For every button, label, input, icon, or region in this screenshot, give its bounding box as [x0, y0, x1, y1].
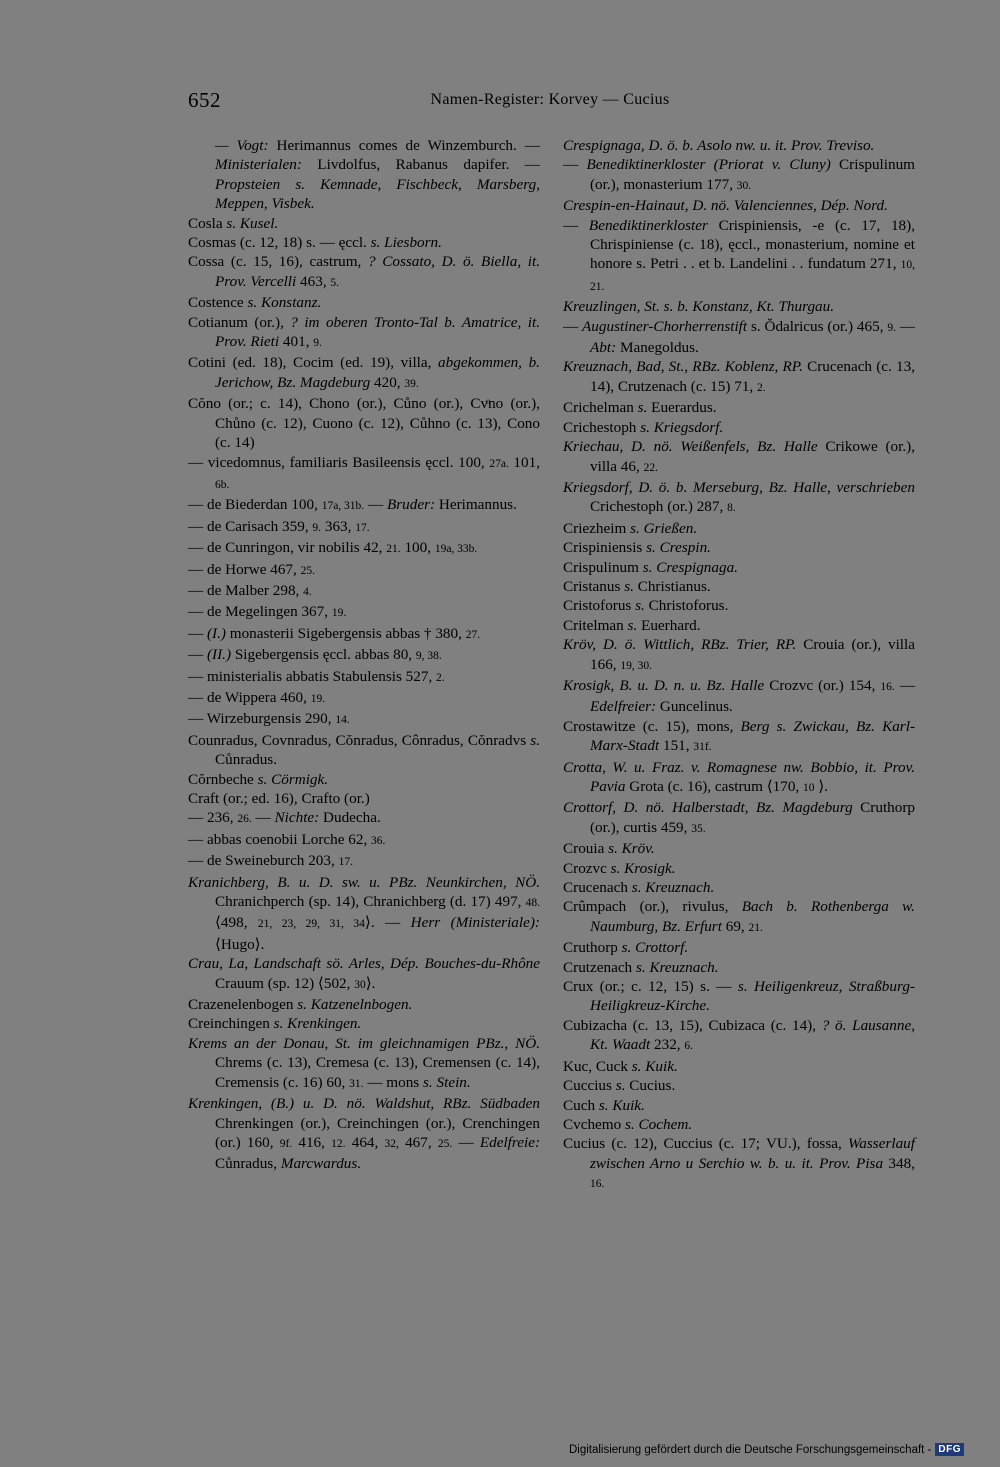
italic-text: s. Kreuznach. — [635, 958, 719, 976]
index-entry — [188, 581, 540, 602]
entry-text: Craft (or.; ed. 16), Crafto (or.) — [188, 790, 370, 807]
index-entry — [188, 252, 540, 293]
index-entry — [188, 214, 540, 233]
line-reference: 9. — [312, 521, 322, 534]
entry-text: 416, — [292, 1133, 332, 1151]
entry-text: Crichestoph (or.) 287, — [590, 498, 728, 516]
index-entry — [188, 808, 540, 829]
entry-text: Criezheim — [563, 519, 631, 537]
entry-text: s. Ŏdalricus (or.) 465, — [747, 317, 888, 335]
entry-text: Sigebergensis ęccl. abbas 80, — [231, 646, 416, 664]
index-entry — [188, 709, 540, 730]
entry-text: — mons — [363, 1073, 424, 1091]
italic-text: s. Crespin. — [646, 539, 711, 557]
index-entry — [188, 954, 540, 995]
italic-text: Ministerialen: — [215, 156, 302, 174]
italic-text: s. — [530, 731, 540, 749]
footer-credit-text: Digitalisierung gefördert durch die Deutsche Forschungsgemeinschaft - — [568, 1443, 932, 1456]
index-entry — [188, 353, 540, 394]
line-reference: 8. — [727, 502, 736, 515]
entry-text: monasterii Sigebergensis abbas † 380, — [225, 624, 466, 642]
entry-text: Herimannus. — [435, 496, 517, 514]
italic-text: Kriechau, D. nö. Weißenfels, Bz. Halle — [563, 438, 818, 456]
entry-text: 401, — [279, 333, 314, 351]
entry-text: — — [563, 216, 589, 234]
line-reference: 31. — [349, 1077, 364, 1090]
index-entry — [563, 577, 915, 596]
entry-text: Cruthorp (or.), curtis 459, — [590, 799, 915, 836]
line-reference: 4. — [303, 585, 312, 598]
entry-text: — de Cunringon, vir nobilis 42, — [188, 539, 387, 557]
index-entry — [563, 958, 915, 977]
index-entry — [563, 616, 915, 635]
index-entry — [188, 293, 540, 312]
left-column — [188, 136, 540, 1174]
entry-text: Cůnradus, — [215, 1155, 281, 1173]
index-entry — [188, 688, 540, 709]
entry-text: — de Malber 298, — [188, 581, 304, 599]
entry-text: Cossa (c. 15, 16), castrum, — [188, 253, 368, 271]
italic-text: s. Kuik. — [598, 1096, 645, 1114]
entry-text: Cucius (c. 12), Cuccius (c. 17; VU.), fossa, — [563, 1135, 849, 1153]
entry-text: 464, — [345, 1133, 385, 1151]
entry-text: Cristoforus — [563, 597, 636, 615]
entry-text: — — [452, 1133, 480, 1151]
line-reference: 26. — [237, 813, 252, 826]
italic-text: s. — [615, 1077, 626, 1095]
index-entry — [188, 538, 540, 559]
entry-text: 232, — [650, 1036, 685, 1054]
italic-text: Nichte: — [274, 809, 320, 827]
line-reference: 2. — [436, 671, 445, 684]
index-entry — [563, 558, 915, 577]
entry-text: Cosla — [188, 214, 227, 232]
entry-text: Crauum (sp. 12) ⟨502, — [215, 974, 355, 992]
italic-text: Kreuznach, Bad, St., RBz. Koblenz, RP. — [563, 358, 803, 376]
line-reference: 16. — [880, 680, 895, 693]
index-entry — [563, 1016, 915, 1057]
italic-text: (II.) — [206, 646, 232, 664]
entry-text: Crozvc (or.) 154, — [764, 676, 881, 694]
line-reference: 19. — [310, 692, 326, 705]
line-reference: 5. — [330, 276, 340, 289]
entry-text: — — [251, 809, 275, 827]
index-entry — [563, 538, 915, 557]
entry-text: Crucenach (c. 13, 14), Crutzenach (c. 15) 71, — [590, 358, 915, 395]
italic-text: Abt: — [590, 339, 617, 357]
entry-text: Chranichperch (sp. 14), Chranichberg (d. 17) 497, — [215, 893, 526, 911]
index-entry — [563, 859, 915, 878]
index-entry — [188, 830, 540, 851]
entry-text: 363, — [321, 517, 356, 535]
line-reference: 30 — [354, 978, 366, 991]
index-entry — [563, 1057, 915, 1076]
line-reference: 36. — [371, 834, 386, 847]
index-entry — [563, 897, 915, 938]
entry-text: Kuc, Cuck — [563, 1057, 632, 1075]
entry-text: Cristanus — [563, 577, 625, 595]
index-entry — [563, 398, 915, 417]
entry-text: — — [188, 646, 207, 664]
entry-text: Manegoldus. — [616, 339, 699, 357]
index-entry — [188, 136, 540, 214]
entry-text: Grota (c. 16), castrum ⟨170, — [625, 778, 804, 795]
index-entry — [563, 758, 915, 799]
index-entry — [563, 136, 915, 155]
entry-text: — — [563, 156, 587, 174]
index-entry — [563, 297, 915, 316]
line-reference: 27. — [465, 628, 481, 641]
dfg-logo: DFG — [935, 1443, 964, 1456]
italic-text: ? im oberen Tronto-Tal b. Amatrice, it. Prov. Rieti — [215, 313, 540, 351]
entry-text: — de Wippera 460, — [188, 688, 311, 706]
entry-text: — de Megelingen 367, — [188, 603, 332, 621]
italic-text: Augustiner-Chorherrenstift — [582, 317, 748, 335]
entry-text: Herimannus comes de Winzemburch. — — [268, 137, 541, 154]
entry-text: Cuccius — [563, 1077, 616, 1095]
line-reference: 19, 30. — [620, 659, 652, 672]
index-entry — [563, 196, 915, 215]
index-entry — [188, 624, 540, 645]
line-reference: 22. — [643, 461, 658, 474]
index-entry — [563, 977, 915, 1016]
entry-text: Crutzenach — [563, 958, 636, 976]
index-entry — [188, 789, 540, 808]
page-number: 652 — [188, 88, 221, 112]
italic-text: s. — [624, 577, 634, 595]
entry-text: Crichelman — [563, 399, 638, 417]
entry-text: Cŏrnbeche — [188, 770, 258, 788]
entry-text: 348, — [883, 1154, 916, 1172]
index-entry — [563, 317, 915, 358]
entry-text: ⟩. — — [364, 914, 411, 932]
italic-text: s. Stein. — [423, 1073, 471, 1091]
italic-text: s. Konstanz. — [247, 294, 322, 312]
entry-text: Crûmpach (or.), rivulus, — [563, 898, 742, 916]
entry-text: Crazenelenbogen — [188, 996, 298, 1014]
index-entry — [188, 1014, 540, 1033]
entry-text: Cotini (ed. 18), Cocim (ed. 19), villa, — [188, 354, 439, 372]
line-reference: 9f. — [279, 1137, 293, 1150]
italic-text: Benediktinerkloster — [588, 216, 708, 234]
italic-text: s. Grießen. — [630, 519, 698, 537]
entry-text: 151, — [659, 737, 694, 755]
italic-text: Crau, La, Landschaft sö. Arles, Dép. Bouches-du-Rhône — [188, 955, 540, 973]
italic-text: s. Cörmigk. — [257, 770, 329, 788]
italic-text: s. Cochem. — [625, 1115, 693, 1133]
entry-text: Costence — [188, 294, 248, 312]
line-reference: 30. — [736, 179, 752, 192]
index-entry — [563, 839, 915, 858]
index-entry — [188, 560, 540, 581]
index-entry — [188, 517, 540, 538]
italic-text: s. — [635, 597, 645, 615]
entry-text: Crozvc — [563, 859, 611, 877]
line-reference: 32, — [384, 1137, 399, 1150]
italic-text: ? Cossato, D. ö. Biella, it. Prov. Vercelli — [215, 253, 540, 290]
line-reference: 31f. — [693, 741, 712, 754]
entry-text: Livdolfus, Rabanus dapifer. — — [301, 156, 540, 174]
entry-text: Chrenkingen (or.), Creinchingen (or.), Crenchingen (or.) 160, — [215, 1114, 540, 1151]
entry-text: Cosmas (c. 12, 18) s. — ęccl. — [188, 234, 371, 252]
line-reference: 25. — [300, 564, 315, 577]
italic-text: s. Krenkingen. — [273, 1015, 362, 1033]
entry-text: — ministerialis abbatis Stabulensis 527, — [188, 667, 437, 685]
line-reference: 19a, 33b. — [434, 543, 478, 556]
line-reference: 10 — [803, 782, 815, 794]
italic-text: s. Liesborn. — [370, 234, 442, 252]
entry-text: — — [894, 676, 915, 694]
italic-text: Kröv, D. ö. Wittlich, RBz. Trier, RP. — [563, 636, 797, 654]
entry-text: — — [563, 317, 583, 335]
italic-text: Berg s. Zwickau, Bz. Karl-Marx-Stadt — [590, 717, 915, 755]
entry-text: Cŏno (or.; c. 14), Chono (or.), Cůno (or.), Cvͦno (or.), Chůno (c. 12), Cuono (c. 12), Cůhno (c. 13), Cono (c. 14) — [188, 395, 540, 452]
entry-text: 100, — [400, 539, 435, 557]
entry-text: 420, — [370, 373, 405, 391]
index-entry — [188, 495, 540, 516]
italic-text: Herr (Ministeriale): — [410, 914, 540, 932]
italic-text: Crotta, W. u. Fraz. v. Romagnese nw. Bobbio, it. Prov. Pavia — [563, 758, 915, 795]
italic-text: Krosigk, B. u. D. n. u. Bz. Halle — [563, 676, 765, 694]
italic-text: Wasserlauf zwischen Arno u Serchio w. b. u. it. Prov. Pisa — [590, 1135, 915, 1172]
entry-text: — de Sweineburch 203, — [188, 852, 339, 870]
index-entry — [563, 1076, 915, 1095]
line-reference: 17a, 31b. — [321, 500, 365, 513]
entry-text: Christianus. — [633, 577, 711, 595]
line-reference: 19. — [331, 607, 347, 620]
entry-text: 69, — [721, 917, 749, 935]
index-entry — [188, 731, 540, 770]
index-entry — [188, 667, 540, 688]
index-entry — [188, 313, 540, 354]
line-reference: 9. — [887, 321, 896, 334]
line-reference: 35. — [691, 822, 706, 835]
entry-text: Crostawitze (c. 15), mons, — [563, 717, 741, 735]
entry-text: — — [188, 624, 207, 642]
index-entry — [563, 357, 915, 398]
entry-text: ⟩. — [814, 778, 829, 795]
entry-text: ⟨498, — [215, 914, 258, 932]
entry-text: ⟩. — [365, 974, 376, 992]
index-entry — [563, 1134, 915, 1194]
index-entry — [188, 394, 540, 452]
line-reference: 12. — [331, 1137, 346, 1150]
entry-text: — de Carisach 359, — [188, 517, 313, 535]
line-reference: 27a. — [489, 457, 509, 470]
italic-text: s. Kreuznach. — [631, 879, 715, 897]
entry-text: Crichestoph — [563, 418, 641, 436]
italic-text: s. — [637, 399, 648, 417]
italic-text: Edelfreier: — [590, 698, 657, 716]
italic-text: Kreuzlingen, St. s. b. Konstanz, Kt. Thurgau. — [563, 298, 835, 316]
index-entry — [563, 938, 915, 957]
entry-text: Creinchingen — [188, 1015, 274, 1033]
line-reference: 21, 23, 29, 31, 34 — [257, 918, 365, 931]
line-reference: 21. — [748, 921, 763, 934]
right-column — [563, 136, 915, 1195]
index-entry — [563, 519, 915, 538]
line-reference: 2. — [757, 381, 766, 394]
index-entry — [563, 596, 915, 615]
entry-text: Crouia (or.), villa 166, — [590, 636, 915, 673]
line-reference: 16. — [590, 1178, 605, 1191]
entry-text: Crouia — [563, 840, 609, 858]
entry-text: Counradus, Covnradus, Cŏnradus, Cônradus, Cŏnradvs — [188, 731, 531, 749]
index-entry — [563, 798, 915, 839]
entry-text: 467, — [398, 1133, 438, 1151]
index-entry — [188, 1034, 540, 1094]
entry-text: — abbas coenobii Lorche 62, — [188, 830, 372, 848]
entry-text: Dudecha. — [319, 809, 381, 827]
entry-text: Guncelinus. — [656, 698, 733, 716]
italic-text: Edelfreie: — [479, 1133, 541, 1151]
entry-text: Christoforus. — [644, 597, 729, 615]
index-entry — [563, 717, 915, 758]
line-reference: 10, 21. — [590, 259, 915, 293]
footer-credit — [569, 1443, 964, 1456]
line-reference: 48. — [525, 897, 540, 910]
index-entry — [188, 602, 540, 623]
entry-text: Crux (or.; c. 12, 15) s. — — [563, 978, 738, 996]
italic-text: Krenkingen, (B.) u. D. nö. Waldshut, RBz. Südbaden — [188, 1095, 540, 1113]
italic-text: s. Kröv. — [608, 840, 655, 858]
index-entry — [188, 995, 540, 1014]
entry-text: Euerardus. — [647, 399, 717, 417]
entry-text: Cvchemo — [563, 1115, 626, 1133]
italic-text: s. Kusel. — [226, 214, 279, 232]
index-entry — [188, 873, 540, 955]
italic-text: s. Kuik. — [631, 1057, 678, 1075]
running-head: Namen-Register: Korvey — Cucius — [430, 91, 670, 108]
line-reference: 25. — [437, 1137, 453, 1150]
italic-text: s. Crottorf. — [621, 939, 689, 957]
index-entry — [563, 878, 915, 897]
italic-text: s. Heiligenkreuz, Straßburg-Heiligkreuz-Kirche. — [590, 978, 915, 1015]
index-entry — [188, 453, 540, 496]
entry-text: Crikowe (or.), villa 46, — [590, 438, 916, 475]
index-entry — [563, 437, 915, 478]
italic-text: Crespignaga, D. ö. b. Asolo nw. u. it. Prov. Treviso. — [563, 137, 875, 154]
entry-text: ⟨Hugo⟩. — [215, 935, 265, 953]
entry-text: — 236, — [188, 809, 238, 827]
index-entry — [563, 478, 915, 519]
line-reference: 9. — [313, 337, 322, 350]
index-entry — [188, 851, 540, 872]
italic-text: abgekommen, b. Jerichow, Bz. Magdeburg — [215, 354, 540, 391]
entry-text: Cotianum (or.), — [188, 313, 291, 331]
italic-text: Crespin-en-Hainaut, D. nö. Valenciennes, Dép. Nord. — [563, 197, 888, 215]
entry-text: Euerhard. — [637, 616, 701, 634]
index-entry — [563, 1115, 915, 1134]
entry-text: Crucenach — [563, 879, 632, 897]
index-entry — [563, 635, 915, 676]
italic-text: (I.) — [206, 624, 226, 642]
index-entry — [563, 676, 915, 717]
italic-text: s. Crespignaga. — [642, 558, 738, 576]
line-reference: 6b. — [215, 478, 230, 491]
italic-text: Kriegsdorf, D. ö. b. Merseburg, Bz. Halle, verschrieben — [563, 478, 915, 496]
entry-text: Crispulinum (or.), monasterium 177, — [590, 156, 915, 193]
italic-text: — Vogt: — [215, 137, 269, 154]
index-entry — [563, 155, 915, 196]
entry-text: Chrems (c. 13), Cremesa (c. 13), Cremensen (c. 14), Cremensis (c. 16) 60, — [215, 1054, 540, 1091]
entry-text: Critelman — [563, 616, 628, 634]
index-entry — [188, 1094, 540, 1174]
italic-text: Crottorf, D. nö. Halberstadt, Bz. Magdeburg — [563, 799, 853, 817]
line-reference: 9, 38. — [415, 650, 442, 663]
index-entry — [563, 1096, 915, 1115]
entry-text: 101, — [508, 453, 541, 471]
italic-text: Krems an der Donau, St. im gleichnamigen PBz., NÖ. — [188, 1034, 540, 1052]
entry-text: Cucius. — [625, 1077, 676, 1095]
index-entry — [188, 233, 540, 252]
entry-text: Cubizacha (c. 13, 15), Cubizaca (c. 14), — [563, 1016, 822, 1034]
line-reference: 14. — [335, 714, 350, 727]
italic-text: s. Krosigk. — [610, 859, 676, 877]
italic-text: Kranichberg, B. u. D. sw. u. PBz. Neunkirchen, NÖ. — [188, 873, 540, 891]
line-reference: 39. — [404, 377, 419, 390]
entry-text: 463, — [296, 272, 331, 290]
entry-text: — de Biederdan 100, — [188, 496, 322, 514]
line-reference: 17. — [355, 521, 370, 534]
entry-text: Cuch — [563, 1096, 599, 1114]
italic-text: Bach b. Rothenberga w. Naumburg, Bz. Erfurt — [590, 898, 915, 935]
italic-text: ? ö. Lausanne, Kt. Waadt — [590, 1016, 915, 1054]
line-reference: 6. — [684, 1040, 693, 1053]
entry-text: — vicedomnus, familiaris Basileensis ęccl. 100, — [188, 453, 490, 471]
index-entry — [563, 216, 915, 298]
italic-text: Benediktinerkloster (Priorat v. Cluny) — [586, 156, 831, 174]
entry-text: — Wirzeburgensis 290, — [188, 710, 336, 728]
entry-text: — — [895, 317, 916, 335]
italic-text: Marcwardus. — [280, 1155, 362, 1173]
entry-text: Crispiniensis — [563, 539, 647, 557]
entry-text: Crispulinum — [563, 558, 643, 576]
line-reference: 17. — [338, 856, 353, 869]
italic-text: Propsteien s. Kemnade, Fischbeck, Marsberg, Meppen, Visbek. — [215, 175, 540, 213]
entry-text: Cůnradus. — [215, 751, 278, 769]
entry-text: — — [364, 496, 387, 514]
entry-text: Crispiniensis, -e (c. 17, 18), Chrispiniense (c. 18), ęccl., monasterium, nomine et honore s. Petri . . et b. Landelini . . fundatum 271, — [590, 216, 916, 273]
entry-text: Cruthorp — [563, 939, 622, 957]
line-reference: 21. — [386, 543, 401, 556]
index-entry — [563, 418, 915, 437]
italic-text: s. Katzenelnbogen. — [297, 996, 413, 1014]
index-entry — [188, 645, 540, 666]
index-entry — [188, 770, 540, 789]
italic-text: s. — [627, 616, 638, 634]
italic-text: s. Kriegsdorf. — [640, 418, 724, 436]
entry-text: — de Horwe 467, — [188, 560, 301, 578]
italic-text: Bruder: — [386, 496, 436, 514]
